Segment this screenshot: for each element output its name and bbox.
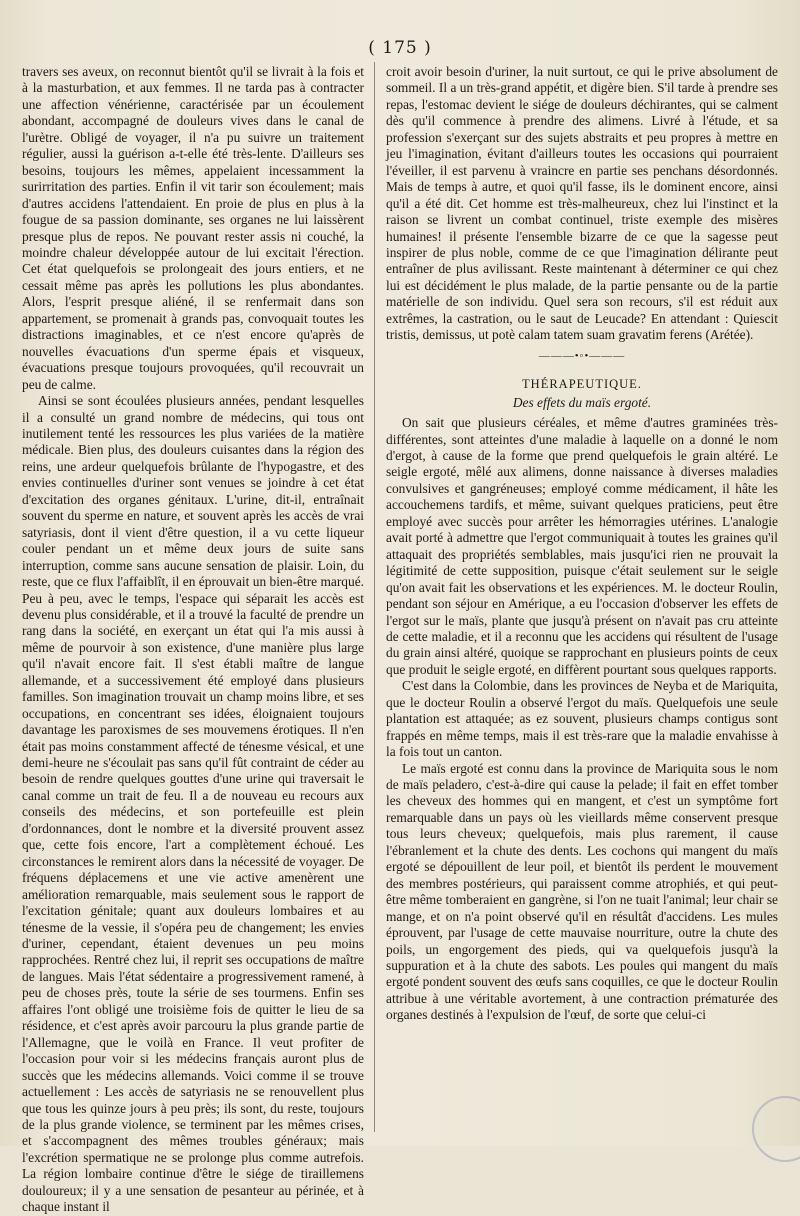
column-divider	[374, 62, 375, 1132]
page-number: ( 175 )	[368, 38, 432, 58]
right-intro-paragraph: croit avoir besoin d'uriner, la nuit surtout, ce qui le prive absolument de sommeil. Il a un très-grand appétit, et digère bien. S'il tarde à prendre ses repas, l'estomac devient le siége de douleurs déchirantes, qui se calment dès qu'il commence à prendre des alimens. Livré à l'étude, et sa profession s'exerçant sur des sujets abstraits et peu propres à mettre en jeu l'imagination, évitant d'ailleurs toutes les occasions qui pourraient l'éveiller, il est parvenu à vraincre en partie ses penchans désordonnés. Mais de temps à autre, et quoi qu'il fasse, ils le dominent encore, ainsi qu'il a été dit. Cet homme est très-malheureux, chez lui l'instinct et la raison se livrent un combat continuel, triste exemple des misères humaines! il présente l'ensemble bizarre de ce que la sagesse peut inspirer de plus noble, comme de ce que l'imagination délirante peut entraîner de plus avilissant. Reste maintenant à déterminer ce qui chez lui est décidément le plus malade, de la partie pensante ou de la partie matérielle de son individu. Quel sera son recours, s'il est réduit aux extrêmes, la castration, ou le saut de Leucade? En attendant : Quiescit tristis, demissus, ut potè calam tatem suam gravatim ferens (Arétée).	[386, 64, 778, 343]
left-column	[22, 64, 364, 1216]
left-paragraph-2: Ainsi se sont écoulées plusieurs années, pendant lesquelles il a consulté un grand nombre de médecins, qui tous ont inutilement tenté les ressources les plus variées de la matière médicale. Bien plus, des douleurs cuisantes dans la région des reins, une ardeur quelquefois brûlante de l'hypogastre, et des envies continuelles d'uriner sont venues se joindre à cet état d'excitation des organes génitaux. L'urine, dit-il, entraînait souvent du sperme en nature, et souvent après les accès de vrai satyriasis, dont il vient d'être question, il a vu cette liqueur couler pendant un et même deux jours de suite sans interruption, comme sans aucune sensation de plaisir. Loin, du reste, que ce flux l'affaiblît, il en éprouvait un bien-être marqué. Peu à peu, avec le temps, l'espace qui séparait les accès est devenu plus considérable, et il a trouvé la faculté de prendre un rang dans la société, en exerçant un état qui l'a mis aussi à même de pourvoir à son existence, d'une manière plus large qu'il n'avait encore fait. Il s'est établi maître de langue allemande, et a successivement été employé dans plusieurs familles. Son imagination trouvait un champ moins libre, et ses occupations, en concentrant ses idées, éloignaient toujours davantage les paroxismes de ses mouvemens érotiques. Il n'en était pas moins constamment affecté de ténesme vésical, et une demi-heure ne s'écoulait pas sans qu'il fût contraint de céder au besoin de rendre quelques gouttes d'une urine qui traversait le canal comme un trait de feu. Il a de nouveau eu recours aux conseils des médecins, et son portefeuille est plein d'ordonnances, dont le nombre et la diversité prouvent assez que, cette fois encore, l'art a complètement échoué. Les circonstances le remirent alors dans la nécessité de voyager. De fréquens déplacemens et une vie active amenèrent une amélioration remarquable, mais seulement sous le rapport de l'excitation génitale; quant aux douleurs lombaires et au ténesme de la vessie, il s'opéra peu de changement; les envies d'uriner, cependant, étaient devenues un peu moins rapprochées. Rentré chez lui, il reprit ses occupations de maître de langues. Mais l'état sédentaire a progressivement ramené, à peu de choses près, toute la série de ses tourmens. Enfin ses affaires l'ont obligé une troisième fois de quitter le lieu de sa résidence, et c'est après avoir parcouru la plus grande partie de l'Allemagne, que le voilà en France. Il veut profiter de l'occasion pour voir si les médecins français auront plus de succès que les médecins allemands. Voici comme il se trouve actuellement : Les accès de satyriasis ne se renouvellent plus que tous les quinze jours à peu près; ils sont, du reste, toujours de la plus grande violence, se terminent par les mêmes crises, et s'accompagnent des mêmes troubles généraux; mais l'excrétion spermatique ne se prolonge plus comme autrefois. La région lombaire continue d'être le siége de tiraillemens douloureux; il y a une sensation de pesanteur au périnée, et à chaque instant il	[22, 393, 364, 1215]
left-paragraph-1: travers ses aveux, on reconnut bientôt qu'il se livrait à la fois et à la masturbation, et aux femmes. Il ne tarda pas à contracter une affection vénérienne, caractérisée par un écoulement abondant, accompagné de douleurs vives dans le canal de l'urètre. Obligé de voyager, il n'a pu suivre un traitement régulier, aussi la guérison a-t-elle été très-lente. D'ailleurs ses besoins, toujours les mêmes, appelaient incessamment la surirritation des parties. Enfin il vit tarir son écoulement; mais d'autres accidens l'attendaient. En proie de plus en plus à la fougue de sa passion dominante, ses organes ne lui laissèrent presque plus de repos. Ne pouvant rester assis ni couché, la moindre chaleur développée autour de lui excitait l'érection. Cet état quelquefois se prolongeait des jours entiers, et ne cessait même pas après les pollutions les plus abondantes. Alors, l'esprit presque aliéné, il se renfermait dans son appartement, se promenait à grands pas, convoquait toutes les distractions imaginables, et ce n'est encore qu'après de nouvelles évacuations d'un sperme épais et visqueux, évacuations presque toujours provoquées, qu'il recouvrait un peu de calme.	[22, 64, 364, 392]
right-paragraph-2: C'est dans la Colombie, dans les provinces de Neyba et de Mariquita, que le docteur Roulin a observé l'ergot du maïs. Quelquefois une seule plantation est attaquée; as ez souvent, plusieurs champs contigus sont frappés en même temps, mais il est très-rare que la maladie envahisse à la fois tout un canton.	[386, 678, 778, 760]
section-title: THÉRAPEUTIQUE.	[522, 377, 642, 392]
section-subtitle: Des effets du maïs ergoté.	[512, 394, 652, 410]
right-column	[386, 64, 778, 1024]
right-paragraph-3: Le maïs ergoté est connu dans la province de Mariquita sous le nom de maïs peladero, c'est-à-dire qui cause la pelade; il fait en effet tomber les cheveux des hommes qui en mangent, et c'est un symptôme fort remarquable dans un pays où les vieillards même conservent presque tous leurs cheveux; quelquefois, mais plus rarement, il cause l'ébranlement et la chute des dents. Les cochons qui mangent du maïs ergoté se dépouillent de leur poil, et bientôt ils perdent le mouvement des membres postérieurs, qui paraissent comme atrophiés, et qui peut-être même tomberaient en gangrène, si l'on ne tuait l'animal; leur chair se mange, et on n'a point observé qu'il en résultât d'accidens. Les mules éprouvent, par l'usage de cette mauvaise nourriture, outre la chute des poils, un engorgement des pieds, qui va quelquefois jusqu'à la suppuration et à la chute des sabots. Les poules qui mangent du maïs ergoté pondent souvent des œufs sans coquilles, ce que le docteur Roulin attribue à une véritable avortement, à une contraction prématurée des organes destinés à l'expulsion de l'œuf, de sorte que celui-ci	[386, 760, 778, 1023]
right-paragraph-1: On sait que plusieurs céréales, et même d'autres graminées très-différentes, sont atteintes d'une maladie à laquelle on a donné le nom d'ergot, à cause de la forme que prend quelquefois le grain altéré. Le seigle ergoté, mêlé aux alimens, donne naissance à diverses maladies convulsives et gangréneuses; employé comme médicament, il hâte les accouchemens tardifs, et même, suivant quelques praticiens, peut être employé avec succès pour arrêter les hémorragies utérines. L'analogie avait porté à admettre que l'ergot communiquait à toutes les graines qu'il attaquait des propriétés semblables, mais jusqu'ici rien ne prouvait la légitimité de cette supposition, puisque c'était seulement sur le seigle qu'on avait fait les observations et les expériences. M. le docteur Roulin, pendant son séjour en Amérique, a eu l'occasion d'observer les effets de l'ergot sur le maïs, plante que jusqu'à présent on n'avait pas cru atteinte de cette maladie, et il a reconnu que les accidens qui résultent de l'usage du grain ainsi altéré, quoique se rapprochant en plusieurs points de ceux que produit le seigle ergoté, en diffèrent pourtant sous quelques rapports.	[386, 415, 778, 677]
library-stamp-icon	[752, 1096, 800, 1162]
section-ornament: ———•◦•———	[538, 349, 626, 362]
